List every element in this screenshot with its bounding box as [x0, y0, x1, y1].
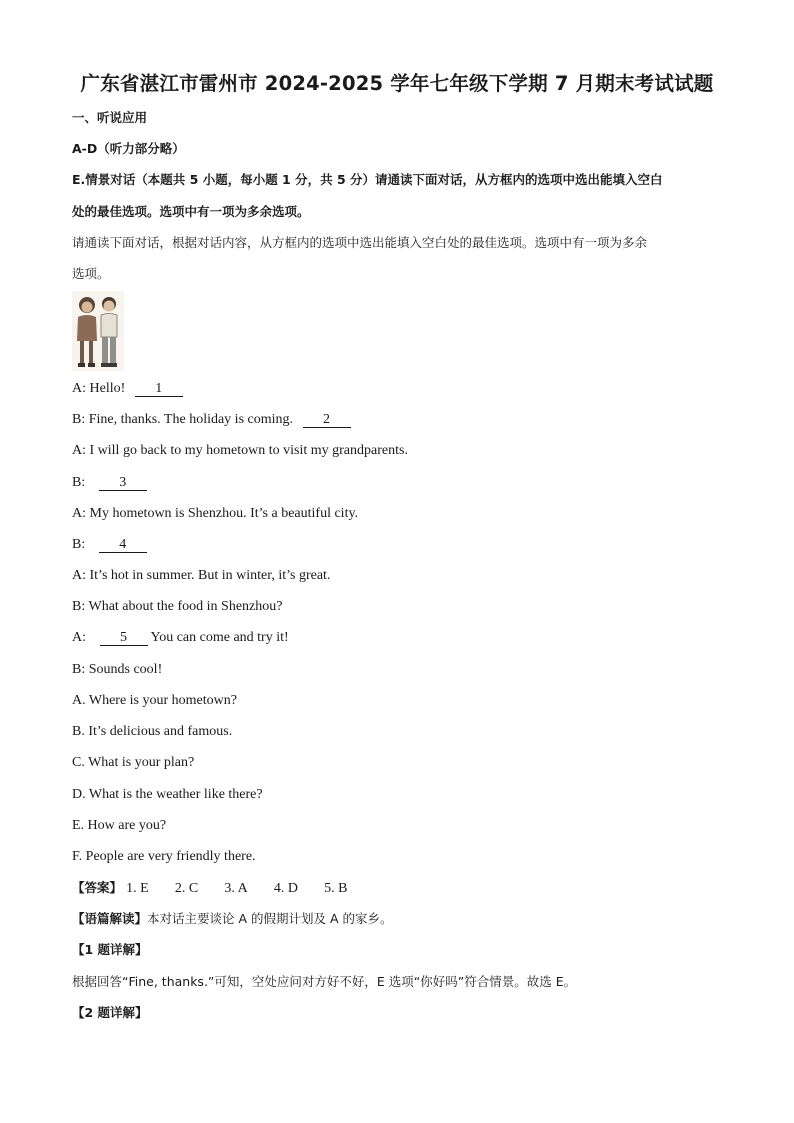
dialogue-speaker: B:: [72, 412, 86, 427]
dialogue-speaker: A:: [72, 506, 86, 521]
answer-blank: 3: [99, 476, 147, 491]
part-e-instruction-2: 处的最佳选项。选项中有一项为多余选项。: [72, 204, 310, 219]
dialogue-line-4: [72, 475, 147, 491]
dialogue-line-6: [72, 537, 147, 553]
dialogue-speaker: B:: [72, 662, 86, 677]
option-c: C. What is your plan?: [72, 755, 195, 770]
dialogue-text: My hometown is Shenzhou. It’s a beautiful city.: [89, 506, 359, 521]
dialogue-speaker: B:: [72, 599, 86, 614]
answer-label: 【答案】: [72, 880, 123, 895]
dialogue-text: Fine, thanks. The holiday is coming.: [88, 412, 294, 427]
answer-blank: 2: [303, 413, 351, 428]
dialogue-speaker: A:: [72, 568, 86, 583]
q2-heading: 【2 题详解】: [72, 1005, 148, 1020]
q1-explanation: 根据回答“Fine, thanks.”可知，空处应问对方好不好，E 选项“你好吗”符合情景。故选 E。: [72, 974, 577, 989]
answer-blank: 1: [135, 382, 183, 397]
answer-item: 5. B: [324, 881, 348, 896]
dialogue-line-7: [72, 568, 330, 584]
dialogue-speaker: A:: [72, 630, 86, 645]
dialogue-text: Hello!: [89, 381, 126, 396]
q1-heading: 【1 题详解】: [72, 942, 148, 957]
answer-line: [72, 880, 369, 897]
part-e-instruction-1: E.情景对话（本题共 5 小题，每小题 1 分，共 5 分）请通读下面对话，从方框内的选项中选出能填入空白: [72, 172, 663, 187]
two-children-illustration-icon: [72, 291, 124, 371]
dialogue-line-1: [72, 381, 183, 397]
dialogue-text: It’s hot in summer. But in winter, it’s great.: [89, 568, 331, 583]
answer-item: 2. C: [174, 881, 199, 896]
answer-item: 4. D: [273, 881, 298, 896]
answer-blank: 5: [100, 631, 148, 646]
dialogue-line-5: [72, 506, 358, 522]
dialogue-line-3: [72, 443, 408, 459]
instruction-line-1: 请通读下面对话，根据对话内容，从方框内的选项中选出能填入空白处的最佳选项。选项中有一项为多余: [72, 235, 648, 250]
passage-text: 本对话主要谈论 A 的假期计划及 A 的家乡。: [147, 911, 393, 926]
dialogue-text: What about the food in Shenzhou?: [88, 599, 283, 614]
option-a: A. Where is your hometown?: [72, 693, 237, 708]
section-heading: 一、听说应用: [72, 110, 148, 125]
option-e: E. How are you?: [72, 818, 167, 833]
instruction-line-2: 选项。: [72, 266, 110, 281]
dialogue-text: I will go back to my hometown to visit my grandparents.: [89, 443, 408, 458]
dialogue-line-10: [72, 662, 162, 678]
option-b: B. It’s delicious and famous.: [72, 724, 233, 739]
answer-item: 3. A: [224, 881, 248, 896]
passage-label: 【语篇解读】: [72, 911, 148, 926]
option-d: D. What is the weather like there?: [72, 787, 263, 802]
page-title: 广东省湛江市雷州市 2024-2025 学年七年级下学期 7 月期末考试试题: [80, 72, 714, 95]
dialogue-text: Sounds cool!: [88, 662, 163, 677]
dialogue-line-9: [72, 630, 289, 646]
listening-note: A-D（听力部分略）: [72, 141, 185, 156]
dialogue-line-2: [72, 412, 351, 428]
answer-blank: 4: [99, 538, 147, 553]
dialogue-speaker: A:: [72, 443, 86, 458]
dialogue-text: You can come and try it!: [150, 630, 289, 645]
dialogue-speaker: B:: [72, 537, 86, 552]
dialogue-speaker: B:: [72, 475, 86, 490]
dialogue-line-8: [72, 599, 283, 615]
answer-item: 1. E: [126, 881, 149, 896]
option-f: F. People are very friendly there.: [72, 849, 256, 864]
passage-explanation: [72, 911, 393, 928]
dialogue-speaker: A:: [72, 381, 86, 396]
